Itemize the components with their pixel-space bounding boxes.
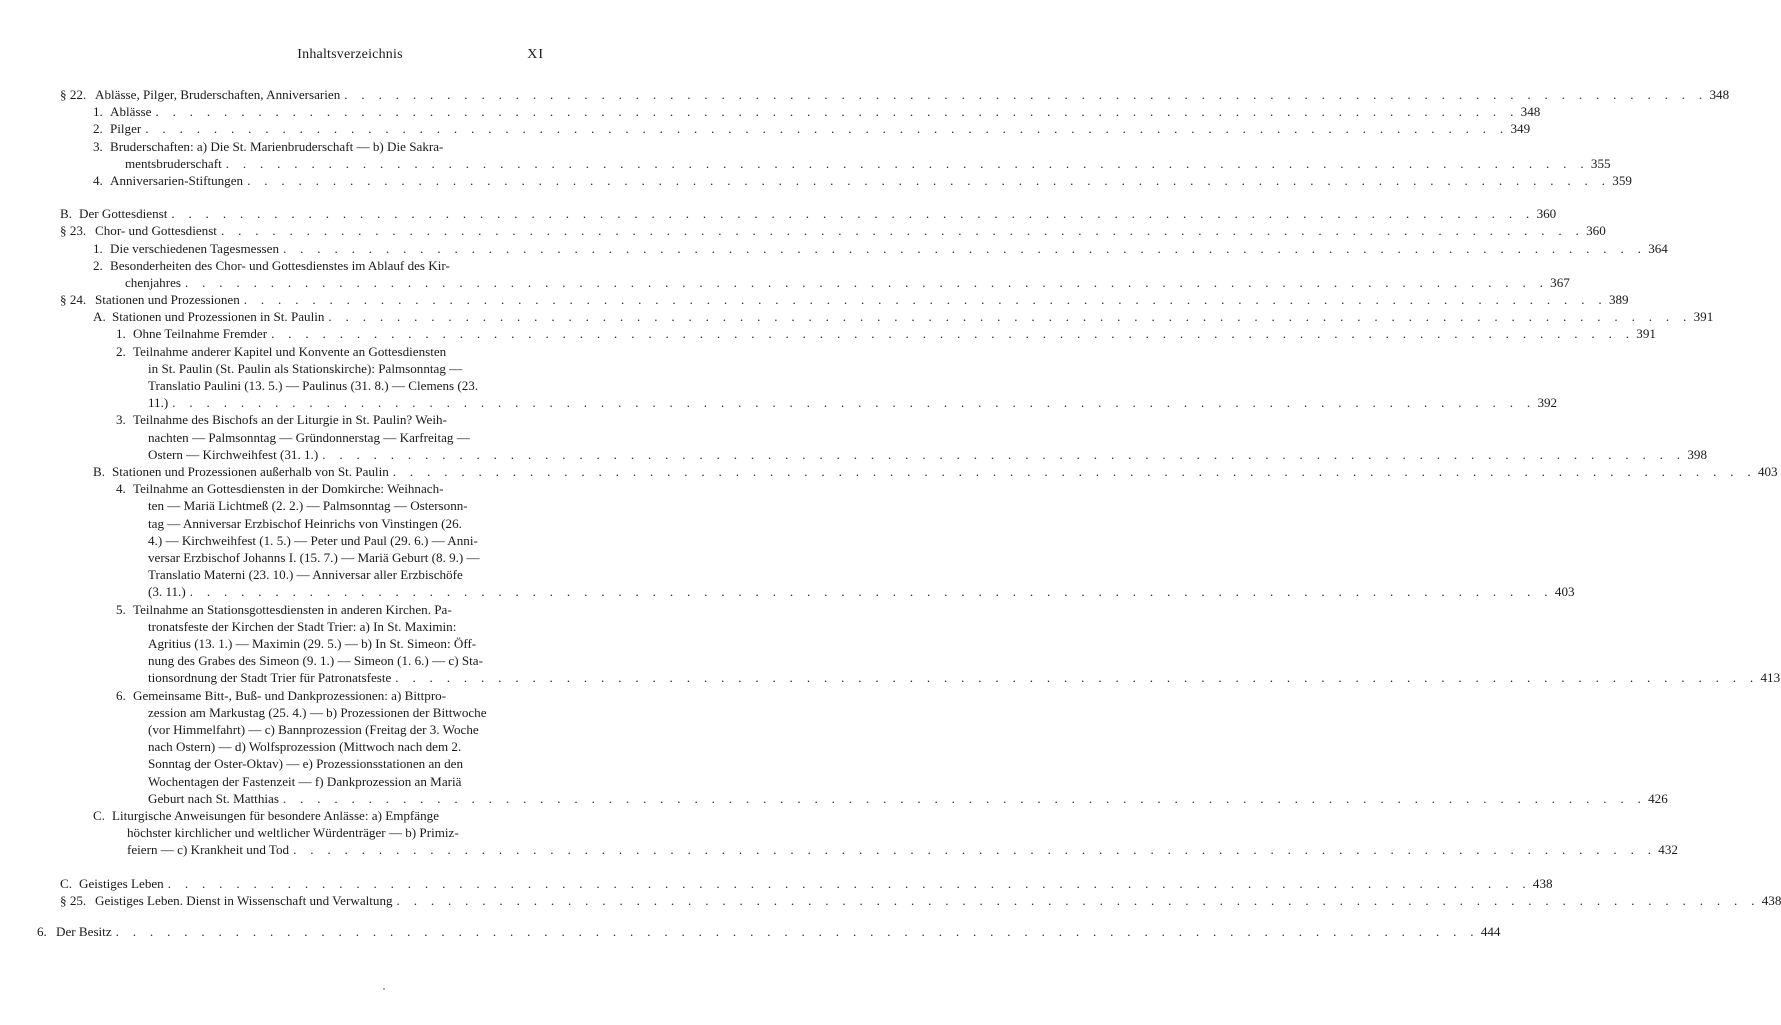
toc-entry [0,86,1730,103]
dot-leader: . . . . . . . . . . . . . . . . . . . . . . . . . . . . . . . . . . . . . . . . . . . . . . . . . . . . . . . . . . . . . . . . . . . . . . . . . . . . . . . . [293,842,1657,858]
entry-body [133,343,1558,412]
entry-line [112,463,1778,480]
entry-page-number: 438 [1532,875,1553,891]
entry-line [133,790,1668,807]
entry-line: nach Ostern) — d) Wolfsprozession (Mittwoch nach dem 2. [148,739,462,755]
entry-line: Wochentagen der Fastenzeit — f) Dankprozession an Mariä [148,773,462,789]
entry-text: mentsbruderschaft [125,155,222,171]
entry-line [133,583,1575,600]
entry-page-number: 348 [1709,87,1730,102]
entry-line [95,222,1606,239]
entry-text: (3. 11.) [148,584,186,600]
entry-body [110,120,1531,137]
entry-line: nung des Grabes des Simeon (9. 1.) — Simeon (1. 6.) — c) Sta- [148,653,483,669]
entry-line: Teilnahme anderer Kapitel und Konvente an Gottesdiensten [133,343,447,359]
entry-text: Geistiges Leben. Dienst in Wissenschaft und Verwaltung [95,892,393,908]
toc-entry [0,120,1531,137]
entry-line: Sonntag der Oster-Oktav) — e) Prozessionsstationen an den [148,756,464,772]
entry-body [110,172,1632,189]
toc-entry [0,205,1557,222]
entry-number: § 23. [60,223,87,239]
entry-line: Translatio Materni (23. 10.) — Anniversar aller Erzbischöfe [148,567,463,583]
entry-text: Ohne Teilnahme Fremder [133,326,268,342]
entry-line [110,155,1611,172]
toc-entry [0,138,1611,172]
entry-text: Die verschiedenen Tagesmessen [110,240,279,256]
entry-page-number: 426 [1648,790,1668,806]
entry-body [110,103,1541,120]
entry-line [110,240,1668,257]
entry-line [95,892,1781,909]
entry-body [110,257,1570,291]
toc-entry [0,687,1668,807]
entry-number: § 24. [60,292,87,308]
dot-leader: . . . . . . . . . . . . . . . . . . . . . . . . . . . . . . . . . . . . . . . . . . . . . . . . . . . . . . . . . . . . . . . . . . . . . . . . . . . . . . . . [115,923,1479,939]
entry-body [133,601,1781,687]
entry-line: tag — Anniversar Erzbischof Heinrichs von Vinstingen (26. [148,515,462,531]
entry-number: 4. [93,172,103,188]
dot-leader: . . . . . . . . . . . . . . . . . . . . . . . . . . . . . . . . . . . . . . . . . . . . . . . . . . . . . . . . . . . . . . . . . . . . . . . . . . . . . . . . [184,274,1549,290]
entry-line: 4.) — Kirchweihfest (1. 5.) — Peter und Paul (29. 6.) — Anni- [148,532,478,548]
dot-leader: . . . . . . . . . . . . . . . . . . . . . . . . . . . . . . . . . . . . . . . . . . . . . . . . . . . . . . . . . . . . . . . . . . . . . . . . . . . . . . . . [328,309,1692,325]
dot-leader: . . . . . . . . . . . . . . . . . . . . . . . . . . . . . . . . . . . . . . . . . . . . . . . . . . . . . . . . . . . . . . . . . . . . . . . . . . . . . . . . [392,464,1756,480]
entry-line [110,172,1632,189]
entry-body [56,923,1501,940]
entry-line [95,86,1730,103]
entry-page-number: 413 [1760,670,1781,686]
toc-entry [0,257,1570,291]
dot-leader: . . . . . . . . . . . . . . . . . . . . . . . . . . . . . . . . . . . . . . . . . . . . . . . . . . . . . . . . . . . . . . . . . . . . . . . . . . . . . . . . [171,206,1535,222]
entry-number: 1. [93,104,103,120]
toc-entry [0,807,1678,859]
entry-number: 3. [116,412,126,428]
entry-line: (vor Himmelfahrt) — c) Bannprozession (Freitag der 3. Woche [148,722,479,737]
entry-text: Geistiges Leben [79,875,164,891]
entry-number: 5. [116,601,126,617]
toc-entry [0,892,1781,909]
entry-body [110,240,1668,257]
toc-entry [0,343,1558,412]
entry-body [95,86,1730,103]
entry-text: Ablässe, Pilger, Bruderschaften, Anniversarien [95,87,341,102]
dot-leader: . . . . . . . . . . . . . . . . . . . . . . . . . . . . . . . . . . . . . . . . . . . . . . . . . . . . . . . . . . . . . . . . . . . . . . . . . . . . . . . . [395,670,1759,686]
entry-body [112,463,1778,480]
entry-page-number: 360 [1586,223,1606,239]
entry-body [79,875,1553,892]
entry-line [133,446,1708,463]
print-speck [383,988,385,990]
dot-leader: . . . . . . . . . . . . . . . . . . . . . . . . . . . . . . . . . . . . . . . . . . . . . . . . . . . . . . . . . . . . . . . . . . . . . . . . . . . . . . . . [271,326,1635,342]
entry-page-number: 367 [1550,274,1570,290]
entry-line [110,103,1541,120]
entry-page-number: 389 [1608,292,1629,308]
entry-text: 11.) [148,395,169,411]
entry-line [133,325,1656,342]
entry-line: Teilnahme an Gottesdiensten in der Domkirche: Weihnach- [133,481,444,497]
entry-page-number: 391 [1693,309,1714,325]
entry-text: Ablässe [110,104,152,120]
entry-page-number: 349 [1510,121,1531,137]
entry-page-number: 398 [1687,446,1708,462]
entry-page-number: 392 [1537,395,1558,411]
toc-entry [0,875,1553,892]
entry-page-number: 444 [1480,923,1501,939]
entry-line: Besonderheiten des Chor- und Gottesdienstes im Ablauf des Kir- [110,257,450,273]
toc-entry [0,240,1668,257]
entry-body [133,325,1656,342]
entry-text: Anniversarien-Stiftungen [110,172,244,188]
dot-leader: . . . . . . . . . . . . . . . . . . . . . . . . . . . . . . . . . . . . . . . . . . . . . . . . . . . . . . . . . . . . . . . . . . . . . . . . . . . . . . . . [167,875,1531,891]
entry-text: Pilger [110,121,142,137]
entry-text: Stationen und Prozessionen außerhalb von St. Paulin [112,464,389,480]
entry-text: chenjahres [125,274,181,290]
entry-line: in St. Paulin (St. Paulin als Stationskirche): Palmsonntag — [148,360,463,376]
entry-line: zession am Markustag (25. 4.) — b) Prozessionen der Bittwoche [148,704,487,720]
entry-text: tionsordnung der Stadt Trier für Patronatsfeste [148,670,392,686]
entry-page-number: 360 [1536,206,1557,222]
toc-entry [0,411,1708,463]
page-number: XI [527,47,544,62]
toc-entry [0,923,1501,940]
entry-number: 2. [93,257,103,273]
toc-entry [0,103,1541,120]
toc-entry [0,291,1629,308]
entry-number: 2. [93,121,103,137]
dot-leader: . . . . . . . . . . . . . . . . . . . . . . . . . . . . . . . . . . . . . . . . . . . . . . . . . . . . . . . . . . . . . . . . . . . . . . . . . . . . . . . . [322,446,1686,462]
entry-line: nachten — Palmsonntag — Gründonnerstag — Karfreitag — [148,429,470,445]
entry-page-number: 403 [1757,464,1778,480]
toc-entry [0,222,1606,239]
entry-line: versar Erzbischof Johanns I. (15. 7.) — Mariä Geburt (8. 9.) — [148,549,480,565]
dot-leader: . . . . . . . . . . . . . . . . . . . . . . . . . . . . . . . . . . . . . . . . . . . . . . . . . . . . . . . . . . . . . . . . . . . . . . . . . . . . . . . . [282,790,1647,806]
entry-line [133,669,1781,686]
entry-body [95,291,1629,308]
dot-leader: . . . . . . . . . . . . . . . . . . . . . . . . . . . . . . . . . . . . . . . . . . . . . . . . . . . . . . . . . . . . . . . . . . . . . . . . . . . . . . . . [344,87,1708,102]
entry-body [95,222,1606,239]
dot-leader: . . . . . . . . . . . . . . . . . . . . . . . . . . . . . . . . . . . . . . . . . . . . . . . . . . . . . . . . . . . . . . . . . . . . . . . . . . . . . . . . [225,155,1589,171]
dot-leader: . . . . . . . . . . . . . . . . . . . . . . . . . . . . . . . . . . . . . . . . . . . . . . . . . . . . . . . . . . . . . . . . . . . . . . . . . . . . . . . . [172,395,1536,411]
entry-body [79,205,1557,222]
entry-text: Geburt nach St. Matthias [148,790,279,806]
entry-page-number: 355 [1590,155,1611,171]
entry-page-number: 348 [1520,104,1541,120]
entry-text: Chor- und Gottesdienst [95,223,217,239]
dot-leader: . . . . . . . . . . . . . . . . . . . . . . . . . . . . . . . . . . . . . . . . . . . . . . . . . . . . . . . . . . . . . . . . . . . . . . . . . . . . . . . . [220,223,1585,239]
dot-leader: . . . . . . . . . . . . . . . . . . . . . . . . . . . . . . . . . . . . . . . . . . . . . . . . . . . . . . . . . . . . . . . . . . . . . . . . . . . . . . . . [155,104,1519,120]
entry-number: B. [60,206,73,222]
toc-entry [0,172,1632,189]
entry-text: Ostern — Kirchweihfest (31. 1.) [148,446,319,462]
entry-body [112,807,1678,859]
entry-page-number: 391 [1636,326,1656,342]
entry-page-number: 438 [1761,892,1781,908]
entry-line: Bruderschaften: a) Die St. Marienbruderschaft — b) Die Sakra- [110,138,444,154]
entry-number: 1. [93,240,103,256]
entry-number: 1. [116,326,126,342]
entry-page-number: 359 [1612,172,1632,188]
entry-line: Teilnahme an Stationsgottesdiensten in anderen Kirchen. Pa- [133,601,452,617]
section-gap [0,859,700,875]
entry-line: Agritius (13. 1.) — Maximin (29. 5.) — b) In St. Simeon: Öff- [148,636,477,651]
entry-number: C. [93,808,106,824]
entry-body [112,308,1714,325]
entry-number: 2. [116,343,126,359]
entry-page-number: 364 [1648,240,1668,256]
entry-number: C. [60,875,73,891]
entry-line [133,394,1558,411]
entry-line: Translatio Paulini (13. 5.) — Paulinus (31. 8.) — Clemens (23. [148,378,479,394]
entry-text: Stationen und Prozessionen [95,292,240,308]
entry-body [110,138,1611,172]
entry-line [110,274,1570,291]
entry-line: Teilnahme des Bischofs an der Liturgie in St. Paulin? Weih- [133,412,447,428]
entry-line: ten — Mariä Lichtmeß (2. 2.) — Palmsonntag — Ostersonn- [148,498,468,514]
entry-number: 6. [37,923,47,939]
dot-leader: . . . . . . . . . . . . . . . . . . . . . . . . . . . . . . . . . . . . . . . . . . . . . . . . . . . . . . . . . . . . . . . . . . . . . . . . . . . . . . . . [283,240,1647,256]
running-title: Inhaltsverzeichnis [297,47,403,62]
toc-entry [0,480,1575,600]
dot-leader: . . . . . . . . . . . . . . . . . . . . . . . . . . . . . . . . . . . . . . . . . . . . . . . . . . . . . . . . . . . . . . . . . . . . . . . . . . . . . . . . [243,292,1607,308]
toc-entry [0,325,1656,342]
entry-text: Stationen und Prozessionen in St. Paulin [112,309,325,325]
entry-line: Liturgische Anweisungen für besondere Anlässe: a) Empfänge [112,808,440,824]
entry-line [110,120,1531,137]
section-gap [0,909,700,923]
entry-line [79,875,1553,892]
entry-line: tronatsfeste der Kirchen der Stadt Trier: a) In St. Maximin: [148,618,457,634]
entry-number: § 22. [60,87,87,102]
entry-body [133,411,1708,463]
entry-body [95,892,1781,909]
entry-text: Der Besitz [56,923,112,939]
toc-entry [0,308,1714,325]
entry-body [133,687,1668,807]
entry-page-number: 432 [1658,842,1678,858]
entry-number: B. [93,464,106,480]
entry-text: Der Gottesdienst [79,206,168,222]
entry-line [112,841,1678,858]
section-gap [0,189,700,205]
entry-number: 3. [93,138,103,154]
entry-line: höchster kirchlicher und weltlicher Würdenträger — b) Primiz- [127,825,459,841]
entry-number: § 25. [60,892,87,908]
running-header [0,47,700,67]
entry-line [95,291,1629,308]
toc-entry [0,601,1781,687]
entry-page-number: 403 [1554,584,1575,600]
entry-number: 4. [116,481,126,497]
entry-line [112,308,1714,325]
entry-text: feiern — c) Krankheit und Tod [127,842,290,858]
dot-leader: . . . . . . . . . . . . . . . . . . . . . . . . . . . . . . . . . . . . . . . . . . . . . . . . . . . . . . . . . . . . . . . . . . . . . . . . . . . . . . . . [396,892,1760,908]
dot-leader: . . . . . . . . . . . . . . . . . . . . . . . . . . . . . . . . . . . . . . . . . . . . . . . . . . . . . . . . . . . . . . . . . . . . . . . . . . . . . . . . [145,121,1509,137]
entry-body [133,480,1575,600]
entry-number: A. [93,309,106,325]
entry-line [79,205,1557,222]
dot-leader: . . . . . . . . . . . . . . . . . . . . . . . . . . . . . . . . . . . . . . . . . . . . . . . . . . . . . . . . . . . . . . . . . . . . . . . . . . . . . . . . [189,584,1553,600]
entry-line [56,923,1501,940]
entry-number: 6. [116,687,126,703]
dot-leader: . . . . . . . . . . . . . . . . . . . . . . . . . . . . . . . . . . . . . . . . . . . . . . . . . . . . . . . . . . . . . . . . . . . . . . . . . . . . . . . . [247,172,1611,188]
toc-entry [0,463,1778,480]
table-of-contents [0,86,1781,940]
entry-line: Gemeinsame Bitt-, Buß- und Dankprozessionen: a) Bittpro- [133,687,447,703]
